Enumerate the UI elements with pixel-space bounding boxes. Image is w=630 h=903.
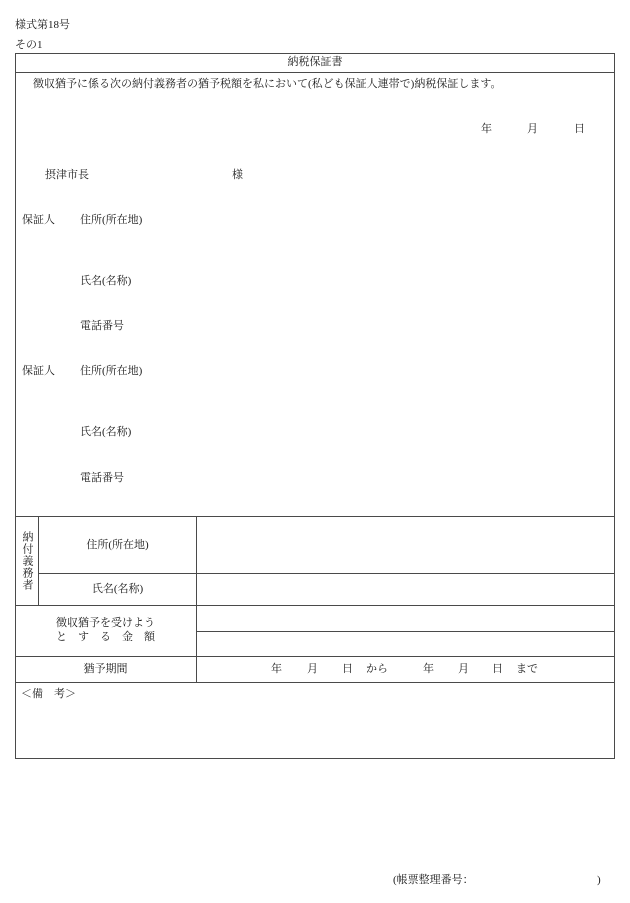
guarantor-1-address-field[interactable]	[150, 205, 605, 260]
taxpayer-name-label: 氏名(名称)	[91, 583, 144, 595]
amount-label-line1: 徴収猶予を受けよう	[56, 617, 155, 629]
date-day-label: 日	[574, 123, 585, 135]
period-from-suffix: から	[366, 663, 388, 675]
period-to-month-label: 月	[458, 663, 469, 675]
date-month-label: 月	[527, 123, 538, 135]
taxpayer-label: 納付義務者	[21, 531, 33, 591]
remarks-label: ＜備 考＞	[21, 688, 76, 700]
guarantee-statement: 徴収猶予に係る次の納付義務者の猶予税額を私において(私ども保証人連帯で)納税保証します。	[33, 78, 502, 90]
document-number-label: (帳票整理番号：	[393, 874, 474, 886]
guarantor-2-address-field[interactable]	[150, 356, 605, 411]
guarantor-1-address-label: 住所(所在地)	[80, 214, 143, 226]
form-title: 納税保証書	[287, 56, 343, 68]
form-number: 様式第18号	[15, 19, 70, 31]
guarantor-1-label: 保証人	[22, 214, 55, 226]
addressee-name: 摂津市長	[45, 169, 89, 181]
amount-field-upper[interactable]	[197, 606, 614, 631]
guarantor-2-name-field[interactable]	[150, 419, 605, 447]
guarantor-2-phone-label: 電話番号	[80, 472, 124, 484]
period-label: 猶予期間	[83, 663, 128, 675]
taxpayer-label-cell	[15, 517, 38, 605]
guarantor-1-name-label: 氏名(名称)	[80, 275, 132, 287]
remarks-field[interactable]	[16, 683, 614, 757]
form-part: その1	[15, 39, 43, 51]
period-field[interactable]	[197, 657, 614, 682]
guarantor-2-phone-field[interactable]	[150, 465, 605, 493]
guarantor-2-label: 保証人	[22, 365, 55, 377]
amount-field-lower[interactable]	[197, 632, 614, 656]
addressee-honorific: 様	[232, 169, 243, 181]
taxpayer-address-field[interactable]	[197, 517, 614, 573]
period-from-day-label: 日	[342, 663, 353, 675]
document-number-close: )	[597, 874, 601, 886]
guarantor-2-address-label: 住所(所在地)	[80, 365, 143, 377]
taxpayer-address-label: 住所(所在地)	[86, 539, 149, 551]
guarantor-2-name-label: 氏名(名称)	[80, 426, 132, 438]
period-to-day-label: 日	[492, 663, 503, 675]
period-to-year-label: 年	[423, 663, 434, 675]
date-year-label: 年	[481, 123, 492, 135]
period-from-year-label: 年	[271, 663, 282, 675]
document-number-field[interactable]	[478, 870, 594, 890]
taxpayer-name-field[interactable]	[197, 574, 614, 605]
guarantor-1-phone-label: 電話番号	[80, 320, 124, 332]
title-divider	[15, 72, 615, 73]
period-to-suffix: まで	[516, 663, 538, 675]
amount-label-line2: と す る 金 額	[56, 631, 155, 643]
guarantor-1-name-field[interactable]	[150, 268, 605, 296]
guarantor-1-phone-field[interactable]	[150, 313, 605, 341]
period-from-month-label: 月	[307, 663, 318, 675]
